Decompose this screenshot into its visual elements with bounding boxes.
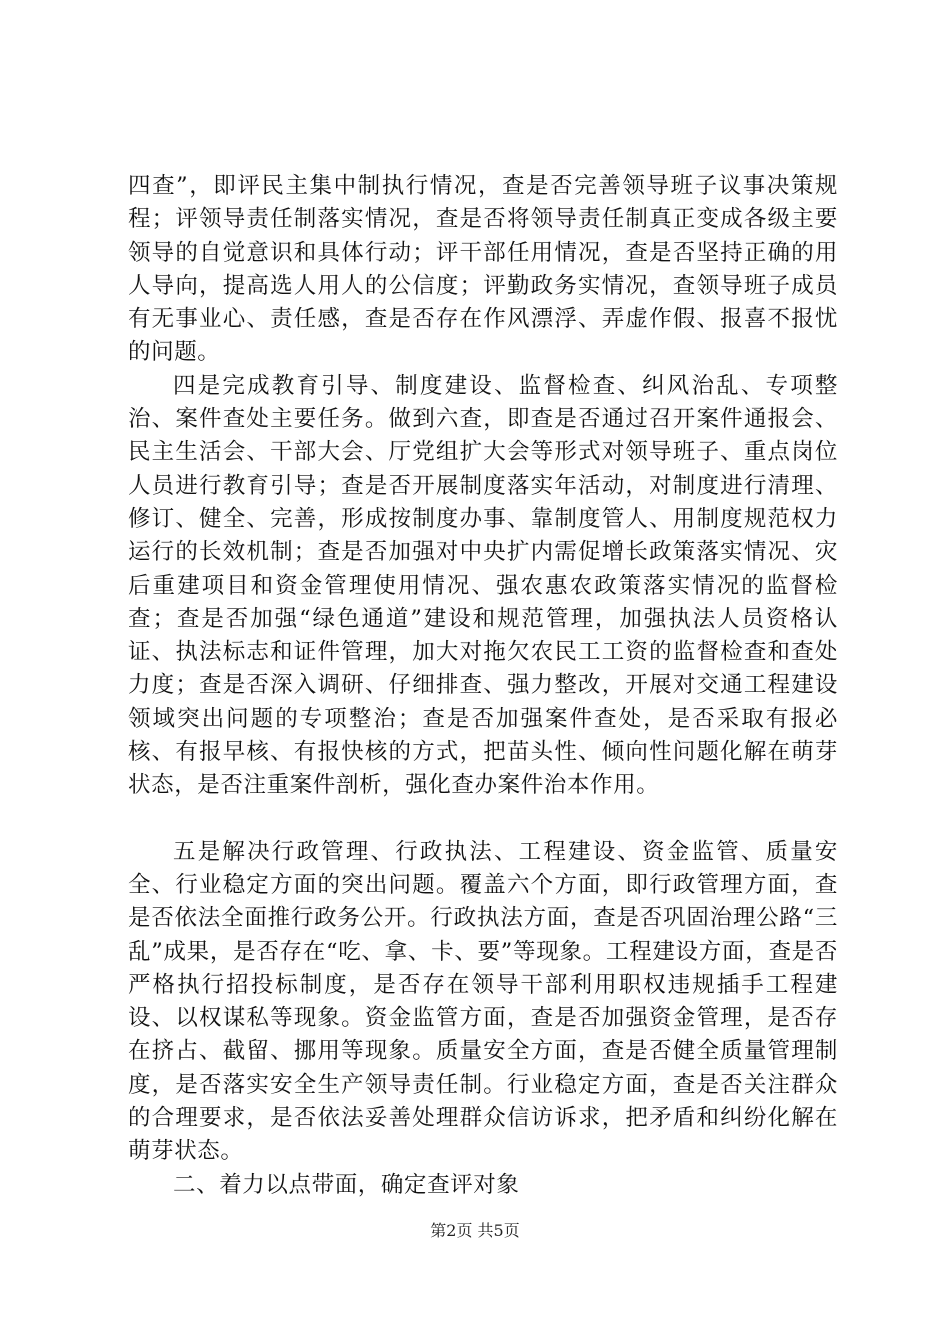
paragraph-continuation: 四查”，即评民主集中制执行情况，查是否完善领导班子议事决策规程；评领导责任制落实情况，查是否将领导责任制真正变成各级主要领导的自觉意识和具体行动；评干部任用情况，查是否坚持正确的用人导向，提高选人用人的公信度；评勤政务实情况，查领导班子成员有无事业心、责任感，查是否存在作风漂浮、弄虚作假、报喜不报忧的问题。 (128, 173, 838, 366)
paragraph-item-five: 五是解决行政管理、行政执法、工程建设、资金监管、质量安全、行业稳定方面的突出问题。覆盖六个方面，即行政管理方面，查是否依法全面推行政务公开。行政执法方面，查是否巩固治理公路“三乱”成果，是否存在“吃、拿、卡、要”等现象。工程建设方面，查是否严格执行招投标制度，是否存在领导干部利用职权违规插手工程建设、以权谋私等现象。资金监管方面，查是否加强资金管理，是否存在挤占、截留、挪用等现象。质量安全方面，查是否健全质量管理制度，是否落实安全生产领导责任制。行业稳定方面，查是否关注群众的合理要求，是否依法妥善处理群众信访诉求，把矛盾和纠纷化解在萌芽状态。 (128, 838, 838, 1165)
paragraph-item-four: 四是完成教育引导、制度建设、监督检查、纠风治乱、专项整治、案件查处主要任务。做到六查，即查是否通过召开案件通报会、民主生活会、干部大会、厅党组扩大会等形式对领导班子、重点岗位人员进行教育引导；查是否开展制度落实年活动，对制度进行清理、修订、健全、完善，形成按制度办事、靠制度管人、用制度规范权力运行的长效机制；查是否加强对中央扩内需促增长政策落实情况、灾后重建项目和资金管理使用情况、强农惠农政策落实情况的监督检查；查是否加强“绿色通道”建设和规范管理，加强执法人员资格认证、执法标志和证件管理，加大对拖欠农民工工资的监督检查和查处力度；查是否深入调研、仔细排查、强力整改，开展对交通工程建设领域突出问题的专项整治；查是否加强案件查处，是否采取有报必核、有报早核、有报快核的方式，把苗头性、倾向性问题化解在萌芽状态，是否注重案件剖析，强化查办案件治本作用。 (128, 372, 838, 799)
section-heading-two: 二、着力以点带面，确定查评对象 (173, 1171, 520, 1198)
document-body (128, 170, 838, 1202)
page-number-footer: 第2页 共5页 (430, 1221, 520, 1240)
